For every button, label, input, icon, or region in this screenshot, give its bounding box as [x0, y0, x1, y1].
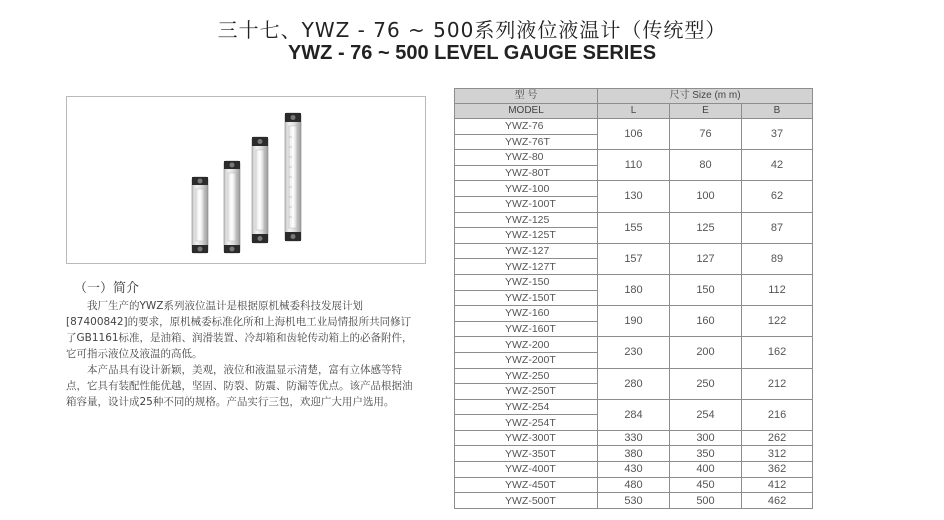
table-row [455, 306, 813, 322]
table-row [455, 243, 813, 259]
table-row [455, 477, 813, 493]
product-photo [66, 96, 426, 264]
dimension-l-cell: 330 [598, 430, 670, 446]
dimension-l-cell: 190 [598, 306, 670, 337]
model-cell: YWZ-450T [455, 477, 598, 493]
dimension-b-cell: 216 [742, 399, 813, 430]
dimension-l-cell: 106 [598, 119, 670, 150]
dimension-e-cell: 300 [670, 430, 742, 446]
dimension-e-cell: 200 [670, 337, 742, 368]
dimension-e-cell: 100 [670, 181, 742, 212]
model-cell: YWZ-250T [455, 384, 598, 400]
model-cell: YWZ-400T [455, 462, 598, 478]
dimension-b-cell: 312 [742, 446, 813, 462]
table-row [455, 119, 813, 135]
model-cell: YWZ-300T [455, 430, 598, 446]
model-cell: YWZ-150T [455, 290, 598, 306]
page-title-chinese: 三十七、YWZ - 76 ~ 500系列液位液温计（传统型） [217, 18, 727, 42]
dimension-l-cell: 110 [598, 150, 670, 181]
model-cell: YWZ-160 [455, 306, 598, 322]
dimension-b-cell: 37 [742, 119, 813, 150]
header-col-l: L [598, 104, 670, 119]
dimension-e-cell: 76 [670, 119, 742, 150]
dimension-b-cell: 262 [742, 430, 813, 446]
specification-table [454, 88, 813, 509]
table-row [455, 399, 813, 415]
model-cell: YWZ-350T [455, 446, 598, 462]
model-cell: YWZ-150 [455, 274, 598, 290]
page-title-english: YWZ - 76 ~ 500 LEVEL GAUGE SERIES [287, 42, 657, 64]
dimension-e-cell: 250 [670, 368, 742, 399]
dimension-e-cell: 450 [670, 477, 742, 493]
table-row [455, 337, 813, 353]
dimension-e-cell: 125 [670, 212, 742, 243]
dimension-l-cell: 284 [598, 399, 670, 430]
dimension-e-cell: 400 [670, 462, 742, 478]
dimension-b-cell: 362 [742, 462, 813, 478]
model-cell: YWZ-254T [455, 415, 598, 431]
table-row [455, 368, 813, 384]
dimension-l-cell: 130 [598, 181, 670, 212]
table-row [455, 493, 813, 509]
dimension-e-cell: 150 [670, 274, 742, 305]
dimension-l-cell: 380 [598, 446, 670, 462]
intro-paragraph: [87400842]的要求，原机械委标准化所和上海机电工业局情报所共同修订了GB1161标准，是油箱、润滑装置、冷却箱和齿轮传动箱上的必备附件，它可指示液位及液温的高低。 [66, 316, 413, 360]
model-cell: YWZ-200T [455, 352, 598, 368]
gauge-medium [224, 161, 240, 253]
dimension-b-cell: 162 [742, 337, 813, 368]
table-row [455, 212, 813, 228]
table-row [455, 274, 813, 290]
model-cell: YWZ-80 [455, 150, 598, 166]
dimension-l-cell: 157 [598, 243, 670, 274]
dimension-e-cell: 127 [670, 243, 742, 274]
dimension-b-cell: 462 [742, 493, 813, 509]
dimension-e-cell: 80 [670, 150, 742, 181]
dimension-l-cell: 530 [598, 493, 670, 509]
dimension-l-cell: 430 [598, 462, 670, 478]
dimension-e-cell: 350 [670, 446, 742, 462]
model-cell: YWZ-250 [455, 368, 598, 384]
model-cell: YWZ-127 [455, 243, 598, 259]
gauge-small [192, 177, 208, 253]
dimension-b-cell: 412 [742, 477, 813, 493]
intro-text [66, 298, 414, 410]
model-cell: YWZ-100 [455, 181, 598, 197]
table-body [455, 119, 813, 509]
table-row [455, 462, 813, 478]
header-col-b: B [742, 104, 813, 119]
level-gauges-illustration [67, 97, 425, 263]
dimension-l-cell: 155 [598, 212, 670, 243]
intro-paragraph: 本产品具有设计新颖，美观，液位和液温显示清楚，富有立体感等特点，它具有装配性能优越，坚固、防裂、防震、防漏等优点。该产品根据油箱容量，设计成25种不同的规格。产品实行三包，欢迎广大用户选用。 [66, 364, 413, 408]
dimension-b-cell: 62 [742, 181, 813, 212]
model-cell: YWZ-127T [455, 259, 598, 275]
dimension-b-cell: 112 [742, 274, 813, 305]
dimension-b-cell: 87 [742, 212, 813, 243]
dimension-l-cell: 280 [598, 368, 670, 399]
gauge-large [252, 137, 268, 243]
table-row [455, 446, 813, 462]
dimension-e-cell: 254 [670, 399, 742, 430]
intro-paragraph: 我厂生产的YWZ系列液位温计是根据原机械委科技发展计划 [87, 300, 363, 312]
model-cell: YWZ-200 [455, 337, 598, 353]
model-cell: YWZ-254 [455, 399, 598, 415]
header-size: 尺寸 Size (m m) [598, 89, 813, 104]
model-cell: YWZ-76T [455, 134, 598, 150]
dimension-e-cell: 160 [670, 306, 742, 337]
model-cell: YWZ-80T [455, 165, 598, 181]
dimension-l-cell: 180 [598, 274, 670, 305]
model-cell: YWZ-125 [455, 212, 598, 228]
dimension-l-cell: 480 [598, 477, 670, 493]
dimension-b-cell: 122 [742, 306, 813, 337]
model-cell: YWZ-76 [455, 119, 598, 135]
header-col-e: E [670, 104, 742, 119]
table-row [455, 150, 813, 166]
model-cell: YWZ-160T [455, 321, 598, 337]
model-cell: YWZ-100T [455, 196, 598, 212]
model-cell: YWZ-125T [455, 228, 598, 244]
model-cell: YWZ-500T [455, 493, 598, 509]
dimension-l-cell: 230 [598, 337, 670, 368]
table-row [455, 430, 813, 446]
dimension-e-cell: 500 [670, 493, 742, 509]
table-row [455, 181, 813, 197]
dimension-b-cell: 212 [742, 368, 813, 399]
dimension-b-cell: 89 [742, 243, 813, 274]
dimension-b-cell: 42 [742, 150, 813, 181]
intro-section-title: （一）简介 [74, 281, 140, 296]
header-model-cn: 型 号 [455, 89, 598, 104]
header-model-en: MODEL [455, 104, 598, 119]
gauge-extra-large [285, 113, 301, 241]
